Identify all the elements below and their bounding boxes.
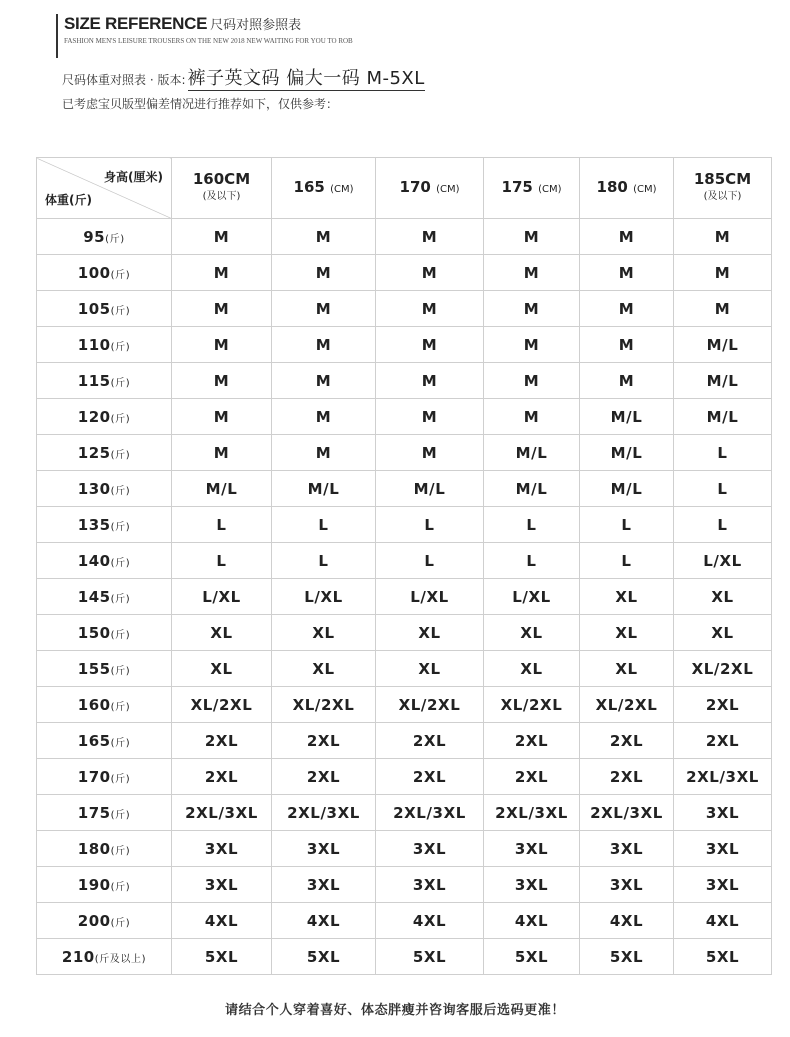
size-cell: XL [376,615,484,651]
size-cell: 3XL [580,831,674,867]
size-cell: XL [674,615,772,651]
size-cell: XL/2XL [272,687,376,723]
size-cell: M [376,363,484,399]
size-cell: M [272,435,376,471]
table-row [37,795,772,831]
size-cell: L [272,543,376,579]
size-cell: M [172,291,272,327]
size-cell: M [172,255,272,291]
size-cell: M [674,291,772,327]
table-row [37,723,772,759]
size-cell: XL [580,579,674,615]
size-cell: 5XL [172,939,272,975]
size-cell: M [484,327,580,363]
weight-unit: (斤) [110,269,131,281]
size-cell: 3XL [674,831,772,867]
weight-label [37,435,172,471]
title-line [64,14,374,34]
size-cell: M [484,291,580,327]
size-cell: M/L [674,399,772,435]
weight-unit: (斤) [110,737,131,749]
size-cell: 3XL [376,831,484,867]
version-prefix: 尺码体重对照表 · 版本: [62,73,186,87]
weight-value: 180 [77,839,111,858]
size-cell: M/L [272,471,376,507]
size-cell: M [484,399,580,435]
size-cell: 2XL [172,723,272,759]
size-cell: 4XL [580,903,674,939]
col-header-main: 170 [399,177,431,196]
weight-unit: (斤) [110,521,131,533]
size-cell: XL [172,615,272,651]
weight-value: 145 [77,587,111,606]
size-cell: M [272,291,376,327]
weight-value: 190 [77,875,111,894]
col-header-unit: (CM) [330,183,354,195]
size-cell: 3XL [674,867,772,903]
table-row [37,615,772,651]
height-axis-label: 身高(厘米) [104,170,163,184]
size-cell: 4XL [674,903,772,939]
table-row [37,255,772,291]
weight-value: 135 [77,515,111,534]
size-cell: 5XL [484,939,580,975]
table-row [37,579,772,615]
size-cell: M [580,219,674,255]
weight-label [37,579,172,615]
weight-label [37,543,172,579]
weight-label [37,759,172,795]
size-cell: 2XL [484,723,580,759]
size-cell: XL/2XL [674,651,772,687]
size-cell: M [272,255,376,291]
size-cell: M [580,255,674,291]
size-cell: M [272,399,376,435]
size-cell: XL/2XL [172,687,272,723]
size-cell: 2XL [484,759,580,795]
weight-value: 110 [77,335,111,354]
size-cell: M [272,327,376,363]
size-cell: M/L [674,363,772,399]
size-cell: M [580,363,674,399]
table-row [37,543,772,579]
col-header-main: 180 [596,177,628,196]
table-row [37,507,772,543]
size-cell: M [172,399,272,435]
size-cell: M [376,255,484,291]
weight-value: 140 [77,551,111,570]
size-cell: L [580,543,674,579]
size-cell: XL [674,579,772,615]
header-row [37,158,772,219]
weight-value: 175 [77,803,111,822]
size-cell: M [272,219,376,255]
size-cell: XL [272,615,376,651]
size-cell: 4XL [272,903,376,939]
size-cell: XL [376,651,484,687]
weight-unit: (斤) [110,377,131,389]
size-cell: 2XL/3XL [674,759,772,795]
weight-label [37,471,172,507]
weight-value: 100 [77,263,111,282]
weight-unit: (斤) [105,233,125,245]
size-cell: L [376,543,484,579]
weight-unit: (斤) [110,341,131,353]
table-row [37,687,772,723]
size-cell: M [674,219,772,255]
subtitle: FASHION MEN'S LEISURE TROUSERS ON THE NEW 2018 NEW WAITING FOR YOU TO ROB [64,37,353,45]
size-table [36,157,772,975]
weight-unit: (斤) [110,305,131,317]
size-cell: 2XL [674,723,772,759]
size-cell: M [376,435,484,471]
size-cell: L [674,507,772,543]
weight-label [37,507,172,543]
size-cell: M [172,435,272,471]
size-cell: XL/2XL [484,687,580,723]
weight-label [37,867,172,903]
size-cell: L [484,507,580,543]
weight-label [37,399,172,435]
weight-value: 160 [77,695,111,714]
weight-unit: (斤) [110,485,131,497]
size-cell: M [376,219,484,255]
weight-value: 120 [77,407,111,426]
table-row [37,939,772,975]
size-cell: 2XL [272,759,376,795]
size-cell: 3XL [376,867,484,903]
weight-unit: (斤) [110,809,131,821]
corner-header [37,158,172,219]
size-cell: 5XL [580,939,674,975]
footer-note: 请结合个人穿着喜好、体态胖瘦并咨询客服后选码更准！ [224,1003,565,1018]
col-header-unit: (CM) [633,183,657,195]
weight-label [37,795,172,831]
version-main: 裤子英文码 偏大一码 M-5XL [187,68,425,89]
col-header-main: 185CM [693,170,752,188]
weight-label [37,723,172,759]
table-row [37,759,772,795]
size-cell: 5XL [674,939,772,975]
size-cell: M/L [484,435,580,471]
size-cell: M [376,291,484,327]
table-row [37,327,772,363]
size-cell: L [272,507,376,543]
size-cell: M [580,327,674,363]
size-cell: M [484,363,580,399]
version-row [62,64,425,90]
weight-unit: (斤) [110,629,131,641]
weight-axis-label: 体重(斤) [45,193,92,207]
size-cell: 3XL [272,867,376,903]
weight-value: 150 [77,623,111,642]
size-cell: 2XL/3XL [580,795,674,831]
size-cell: XL [484,615,580,651]
size-cell: M/L [580,399,674,435]
size-cell: 2XL/3XL [272,795,376,831]
size-cell: 4XL [484,903,580,939]
size-cell: 2XL [674,687,772,723]
col-header-unit: (CM) [436,183,460,195]
size-cell: M [484,219,580,255]
weight-value: 200 [77,911,111,930]
col-header-main: 175 [501,177,533,196]
weight-label [37,903,172,939]
title-chinese: 尺码对照参照表 [210,18,302,33]
weight-value: 210 [61,947,95,966]
size-cell: M [376,399,484,435]
table-row [37,903,772,939]
size-cell: XL [484,651,580,687]
size-cell: 3XL [484,867,580,903]
weight-value: 125 [77,443,111,462]
weight-label [37,651,172,687]
size-cell: 2XL [272,723,376,759]
size-cell: XL [580,651,674,687]
table-row [37,435,772,471]
col-header-unit: (CM) [538,183,562,195]
size-cell: L [172,543,272,579]
col-header-main: 165 [293,177,325,196]
size-cell: 3XL [484,831,580,867]
size-cell: L/XL [172,579,272,615]
weight-value: 95 [83,227,106,246]
size-cell: 2XL/3XL [484,795,580,831]
weight-value: 105 [77,299,111,318]
weight-unit: (斤) [110,917,131,929]
header [56,14,374,58]
col-header-unit: (及以下) [703,191,742,202]
weight-label [37,219,172,255]
size-cell: L [376,507,484,543]
weight-unit: (斤) [110,413,131,425]
size-cell: 3XL [674,795,772,831]
weight-value: 165 [77,731,111,750]
weight-label [37,615,172,651]
weight-value: 115 [77,371,111,390]
size-cell: L [674,471,772,507]
table-body [37,219,772,975]
size-cell: L [172,507,272,543]
table-row [37,291,772,327]
size-cell: 2XL [580,723,674,759]
size-cell: 2XL [376,759,484,795]
size-cell: M/L [674,327,772,363]
size-cell: 2XL/3XL [376,795,484,831]
size-cell: 2XL [580,759,674,795]
size-cell: M/L [580,435,674,471]
weight-unit: (斤) [110,701,131,713]
weight-unit: (斤) [110,449,131,461]
table-row [37,363,772,399]
size-cell: 4XL [172,903,272,939]
size-cell: M/L [172,471,272,507]
weight-value: 130 [77,479,111,498]
col-header-185 [674,158,772,219]
weight-label [37,831,172,867]
size-cell: M [172,363,272,399]
col-header-160 [172,158,272,219]
size-cell: L [484,543,580,579]
weight-label [37,255,172,291]
weight-label [37,687,172,723]
size-cell: M [674,255,772,291]
size-cell: 3XL [272,831,376,867]
size-cell: 4XL [376,903,484,939]
col-header-165 [272,158,376,219]
size-cell: 5XL [376,939,484,975]
size-cell: L/XL [272,579,376,615]
weight-unit: (斤) [110,845,131,857]
col-header-main: 160CM [192,170,251,188]
size-cell: M [580,291,674,327]
size-cell: M/L [580,471,674,507]
weight-label [37,291,172,327]
size-cell: XL [272,651,376,687]
size-cell: 3XL [172,831,272,867]
size-cell: 3XL [172,867,272,903]
weight-unit: (斤) [110,881,131,893]
recommendation-note: 已考虑宝贝版型偏差情况进行推荐如下，仅供参考： [62,97,339,111]
size-cell: 5XL [272,939,376,975]
size-cell: L/XL [674,543,772,579]
size-cell: M [272,363,376,399]
weight-unit: (斤) [110,665,131,677]
size-cell: L/XL [484,579,580,615]
weight-unit: (斤) [110,557,131,569]
size-cell: 3XL [580,867,674,903]
size-cell: M [484,255,580,291]
col-header-unit: (及以下) [202,191,241,202]
size-cell: M [172,219,272,255]
table-row [37,651,772,687]
size-cell: 2XL [376,723,484,759]
col-header-175 [484,158,580,219]
size-cell: M [376,327,484,363]
size-cell: 2XL [172,759,272,795]
col-header-170 [376,158,484,219]
table-row [37,219,772,255]
weight-label [37,363,172,399]
weight-label [37,327,172,363]
size-cell: XL/2XL [580,687,674,723]
size-cell: XL [580,615,674,651]
size-cell: L/XL [376,579,484,615]
weight-unit: (斤) [110,593,131,605]
size-cell: 2XL/3XL [172,795,272,831]
table-row [37,867,772,903]
title-english: SIZE REFERENCE [64,14,208,33]
size-cell: M [172,327,272,363]
weight-unit: (斤) [110,773,131,785]
table-row [37,471,772,507]
size-cell: L [674,435,772,471]
table-row [37,399,772,435]
col-header-180 [580,158,674,219]
weight-label [37,939,172,975]
size-cell: L [580,507,674,543]
size-cell: M/L [376,471,484,507]
table-row [37,831,772,867]
size-cell: XL/2XL [376,687,484,723]
size-cell: XL [172,651,272,687]
weight-value: 170 [77,767,111,786]
weight-value: 155 [77,659,111,678]
weight-unit: (斤及以上) [94,953,147,965]
size-cell: M/L [484,471,580,507]
